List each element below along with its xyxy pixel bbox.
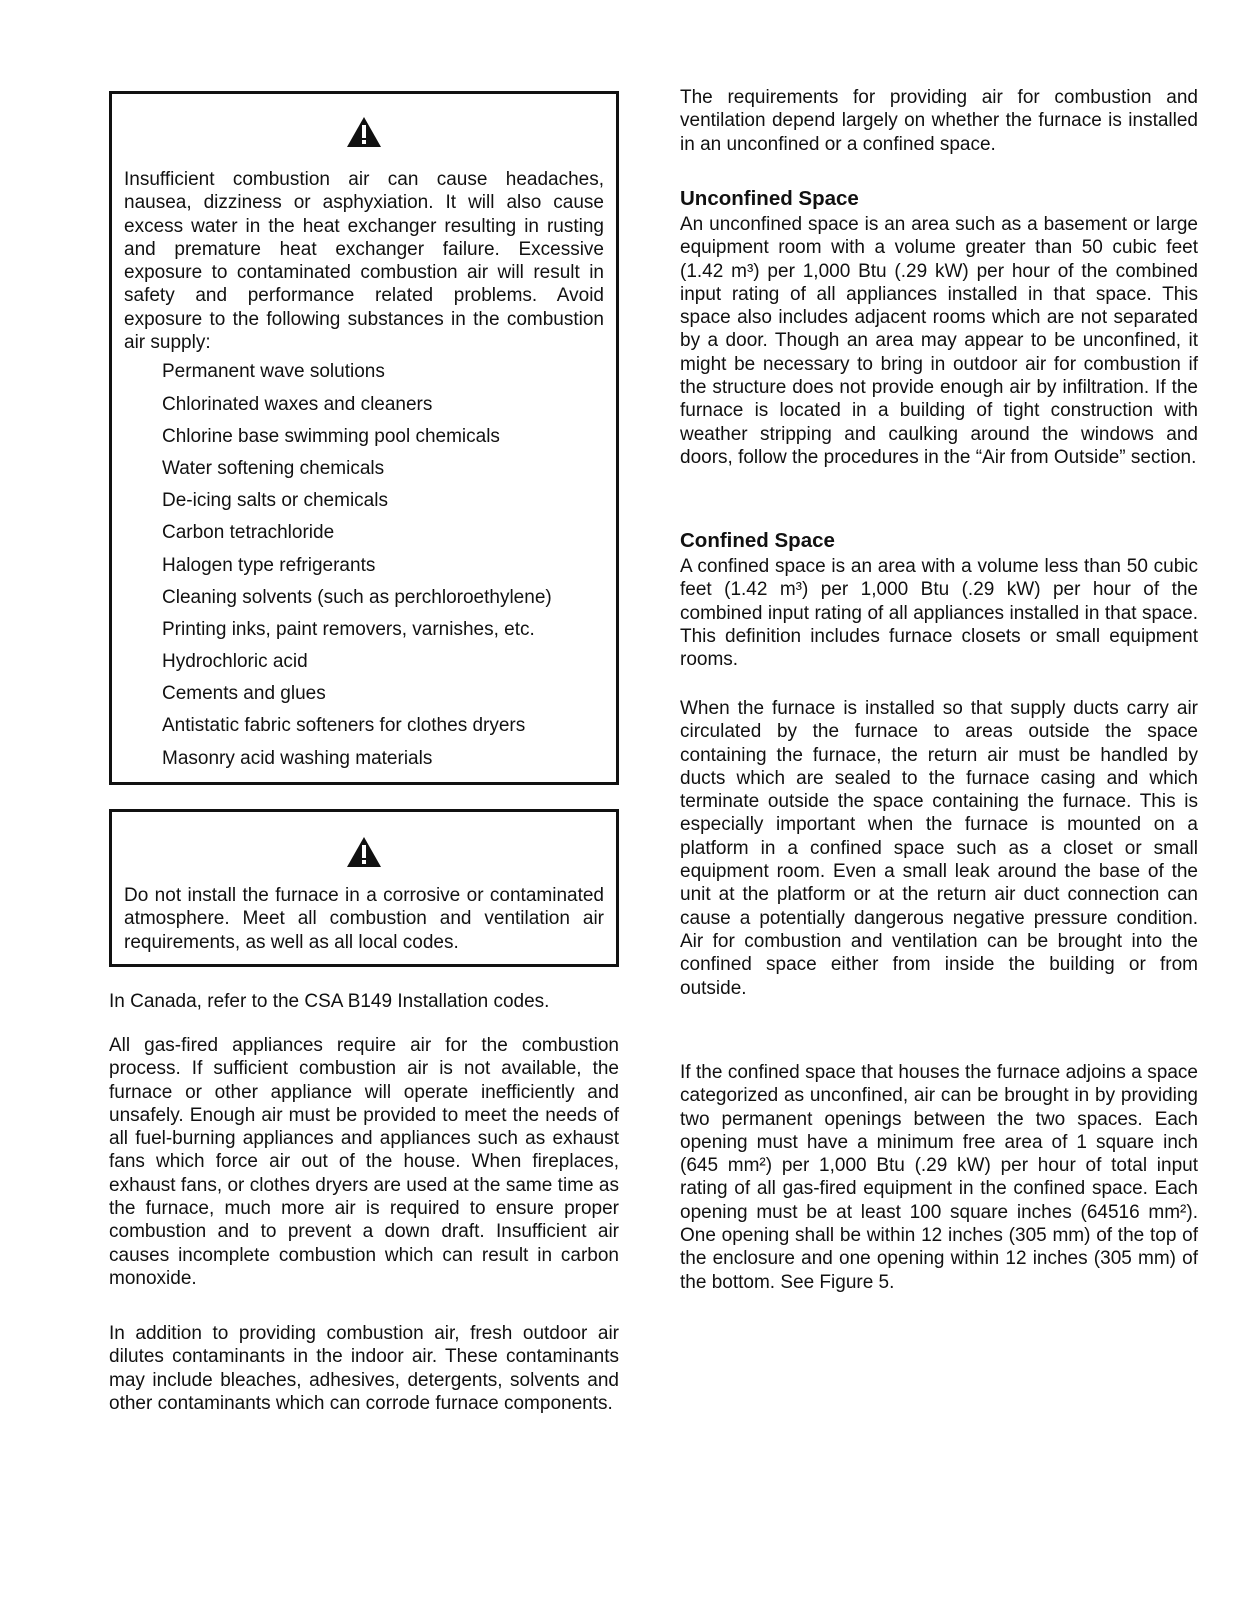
list-item: Chlorinated waxes and cleaners: [162, 393, 433, 415]
list-item: Printing inks, paint removers, varnishes, etc.: [162, 618, 535, 640]
intro-paragraph: The requirements for providing air for combustion and ventilation depend largely on whether the furnace is installed in an unconfined or a confined space.: [680, 87, 1198, 155]
substance-list: [112, 360, 616, 778]
warning-box-corrosive-atmosphere: [109, 809, 619, 967]
list-item: Carbon tetrachloride: [162, 522, 335, 544]
warning-text: Do not install the furnace in a corrosive or contaminated atmosphere. Meet all combustion and ventilation air requirements, as well as all local codes.: [124, 885, 604, 953]
list-item: Antistatic fabric softeners for clothes dryers: [162, 715, 526, 737]
confined-space-paragraph: A confined space is an area with a volume less than 50 cubic feet (1.42 m³) per 1,000 Btu (.29 kW) per hour of the combined input rating of all appliances installed in that space. This definition includes furnace closets or small equipment rooms.: [680, 556, 1198, 671]
outdoor-air-paragraph: In addition to providing combustion air, fresh outdoor air dilutes contaminants in the indoor air. These contaminants may include bleaches, adhesives, detergents, solvents and other contaminants which can corrode furnace components.: [109, 1323, 619, 1414]
list-item: Halogen type refrigerants: [162, 554, 376, 576]
return-air-paragraph: When the furnace is installed so that supply ducts carry air circulated by the furnace to areas outside the space containing the furnace, the return air must be handled by ducts which are sealed to the furnace casing and which terminate outside the space containing the furnace. This is especially important when the furnace is mounted on a platform in a confined space such as a closet or small equipment room. Even a small leak around the base of the unit at the platform or at the return air duct connection can cause a potentially dangerous negative pressure condition. Air for combustion and ventilation can be brought into the confined space either from inside the building or from outside.: [680, 698, 1198, 999]
confined-space-heading: Confined Space: [680, 529, 835, 552]
warning-triangle-icon: [112, 116, 616, 156]
list-item: Hydrochloric acid: [162, 651, 308, 673]
unconfined-space-heading: Unconfined Space: [680, 187, 859, 210]
unconfined-space-paragraph: An unconfined space is an area such as a basement or large equipment room with a volume greater than 50 cubic feet (1.42 m³) per 1,000 Btu (.29 kW) per hour of the combined input rating of all appliances installed in that space. This space also includes adjacent rooms which are not separated by a door. Though an area may appear to be unconfined, it might be necessary to bring in outdoor air for combustion if the structure does not provide enough air by infiltration. If the furnace is located in a building of tight construction with weather stripping and caulking around the windows and doors, follow the procedures in the “Air from Outside” section.: [680, 214, 1198, 468]
openings-paragraph: If the confined space that houses the furnace adjoins a space categorized as unconfined, air can be brought in by providing two permanent openings between the two spaces. Each opening must have a minimum free area of 1 square inch (645 mm²) per 1,000 Btu (.29 kW) per hour of total input rating of all gas-fired equipment in the confined space. Each opening must be at least 100 square inches (64516 mm²). One opening shall be within 12 inches (305 mm) of the top of the enclosure and one opening within 12 inches (305 mm) of the bottom. See Figure 5.: [680, 1062, 1198, 1293]
combustion-air-paragraph: All gas-fired appliances require air for the combustion process. If sufficient combustion air is not available, the furnace or other appliance will operate inefficiently and unsafely. Enough air must be provided to meet the needs of all fuel-burning appliances and appliances such as exhaust fans which force air out of the house. When fireplaces, exhaust fans, or clothes dryers are used at the same time as the furnace, much more air is required to ensure proper combustion and to prevent a down draft. Insufficient air causes incomplete combustion which can result in carbon monoxide.: [109, 1035, 619, 1289]
warning-box-combustion-air: [109, 91, 619, 785]
list-item: Cleaning solvents (such as perchloroethylene): [162, 586, 552, 608]
list-item: Masonry acid washing materials: [162, 747, 433, 769]
list-item: Permanent wave solutions: [162, 361, 385, 383]
list-item: De-icing salts or chemicals: [162, 490, 388, 512]
list-item: Water softening chemicals: [162, 457, 385, 479]
warning-triangle-icon: [112, 836, 616, 876]
canada-codes-paragraph: In Canada, refer to the CSA B149 Installation codes.: [109, 991, 550, 1012]
list-item: Cements and glues: [162, 683, 326, 705]
warning-text: Insufficient combustion air can cause headaches, nausea, dizziness or asphyxiation. It will also cause excess water in the heat exchanger resulting in rusting and premature heat exchanger failure. Excessive exposure to contaminated combustion air will result in safety and performance related problems. Avoid exposure to the following substances in the combustion air supply:: [124, 169, 604, 354]
list-item: Chlorine base swimming pool chemicals: [162, 425, 500, 447]
